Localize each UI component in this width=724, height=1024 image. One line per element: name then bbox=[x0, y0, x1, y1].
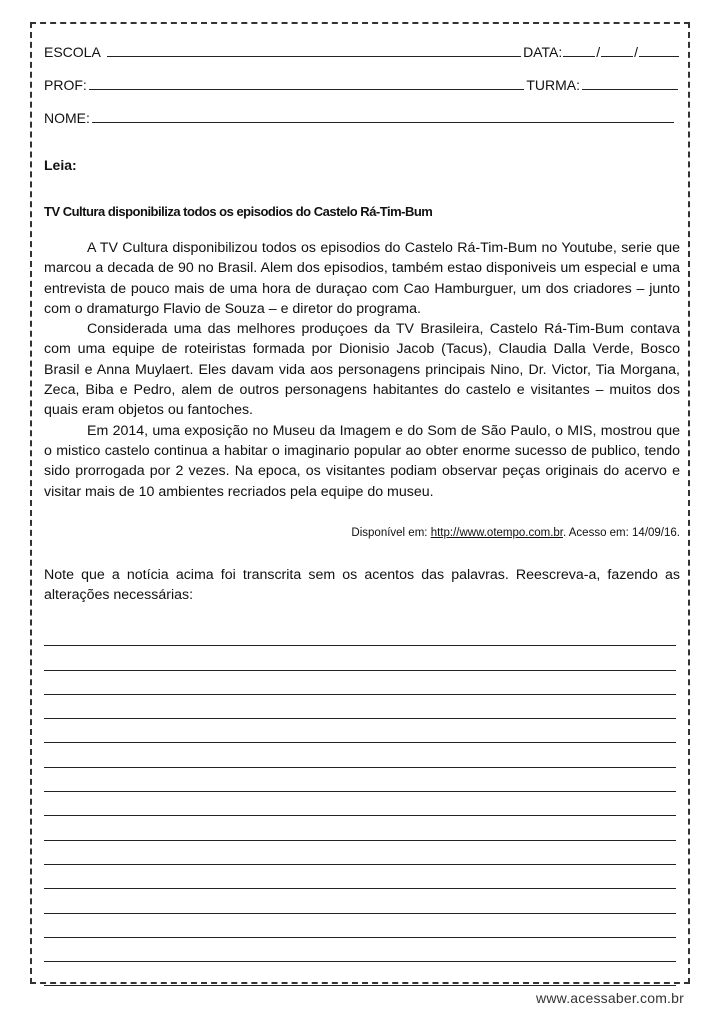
teacher-input-line[interactable] bbox=[89, 88, 525, 90]
article-paragraph: Considerada uma das melhores produçoes da TV Brasileira, Castelo Rá-Tim-Bum contava com uma equipe de roteiristas formada por Dionisio Jacob (Tacus), Claudia Dalla Verde, Bosco Brasil e Anna Muylaert. Eles davam vida aos personagens principais Nino, Dr. Victor, Tia Morgana, Zeca, Biba e Pedro, alem de outros personagens habitantes do castelo e visitantes – muitos dos quais eram objetos ou fantoches. bbox=[44, 321, 680, 419]
school-label: ESCOLA bbox=[44, 44, 101, 60]
name-label: NOME: bbox=[44, 110, 90, 126]
class-label: TURMA: bbox=[526, 77, 580, 93]
source-suffix: . Acesso em: 14/09/16. bbox=[563, 527, 680, 539]
answer-line[interactable] bbox=[44, 962, 676, 986]
teacher-label: PROF: bbox=[44, 77, 87, 93]
answer-line[interactable] bbox=[44, 671, 676, 695]
school-row bbox=[44, 44, 680, 60]
answer-line[interactable] bbox=[44, 646, 676, 670]
answer-line[interactable] bbox=[44, 889, 676, 913]
answer-line[interactable] bbox=[44, 768, 676, 792]
name-row bbox=[44, 110, 676, 126]
name-input-line[interactable] bbox=[92, 121, 674, 123]
class-input-line[interactable] bbox=[582, 88, 678, 90]
source-prefix: Disponível em: bbox=[351, 527, 431, 539]
answer-line[interactable] bbox=[44, 719, 676, 743]
date-label: DATA: bbox=[523, 44, 563, 60]
answer-line[interactable] bbox=[44, 792, 676, 816]
date-separator: / bbox=[596, 44, 601, 60]
source-citation bbox=[351, 527, 680, 539]
answer-line[interactable] bbox=[44, 865, 676, 889]
date-month-line[interactable] bbox=[601, 55, 633, 57]
article-title: TV Cultura disponibiliza todos os episodios do Castelo Rá-Tim-Bum bbox=[44, 204, 433, 219]
date-separator: / bbox=[634, 44, 638, 60]
answer-area[interactable] bbox=[44, 622, 676, 986]
school-input-line[interactable] bbox=[107, 55, 521, 57]
answer-line[interactable] bbox=[44, 938, 676, 962]
answer-line[interactable] bbox=[44, 622, 676, 646]
instruction-text: Note que a notícia acima foi transcrita sem os acentos das palavras. Reescreva-a, fazendo as alterações necessárias: bbox=[44, 567, 680, 603]
answer-line[interactable] bbox=[44, 743, 676, 767]
article-paragraph: A TV Cultura disponibilizou todos os episodios do Castelo Rá-Tim-Bum no Youtube, serie que marcou a decada de 90 no Brasil. Alem dos episodios, também estao disponiveis um especial e uma entrevista de pouco mais de uma hora de duraçao com Cao Hamburguer, um dos criadores – junto com o dramaturgo Flavio de Souza – e diretor do programa. bbox=[44, 240, 680, 317]
article-paragraph: Em 2014, uma exposição no Museu da Imagem e do Som de São Paulo, o MIS, mostrou que o mistico castelo continua a habitar o imaginario popular ao obter enorme sucesso de publico, tendo sido prorrogada por 2 vezes. Na epoca, os visitantes podiam observar peças originais do acervo e visitar mais de 10 ambientes recriados pela equipe do museu. bbox=[44, 422, 680, 500]
date-day-line[interactable] bbox=[563, 55, 595, 57]
answer-line[interactable] bbox=[44, 841, 676, 865]
date-year-line[interactable] bbox=[639, 55, 679, 57]
answer-line[interactable] bbox=[44, 816, 676, 840]
source-link[interactable]: http://www.otempo.com.br bbox=[430, 527, 563, 539]
answer-line[interactable] bbox=[44, 695, 676, 719]
read-label: Leia: bbox=[44, 157, 77, 173]
teacher-row bbox=[44, 77, 680, 93]
site-footer: www.acessaber.com.br bbox=[536, 990, 684, 1006]
article-body bbox=[44, 238, 680, 502]
answer-line[interactable] bbox=[44, 914, 676, 938]
